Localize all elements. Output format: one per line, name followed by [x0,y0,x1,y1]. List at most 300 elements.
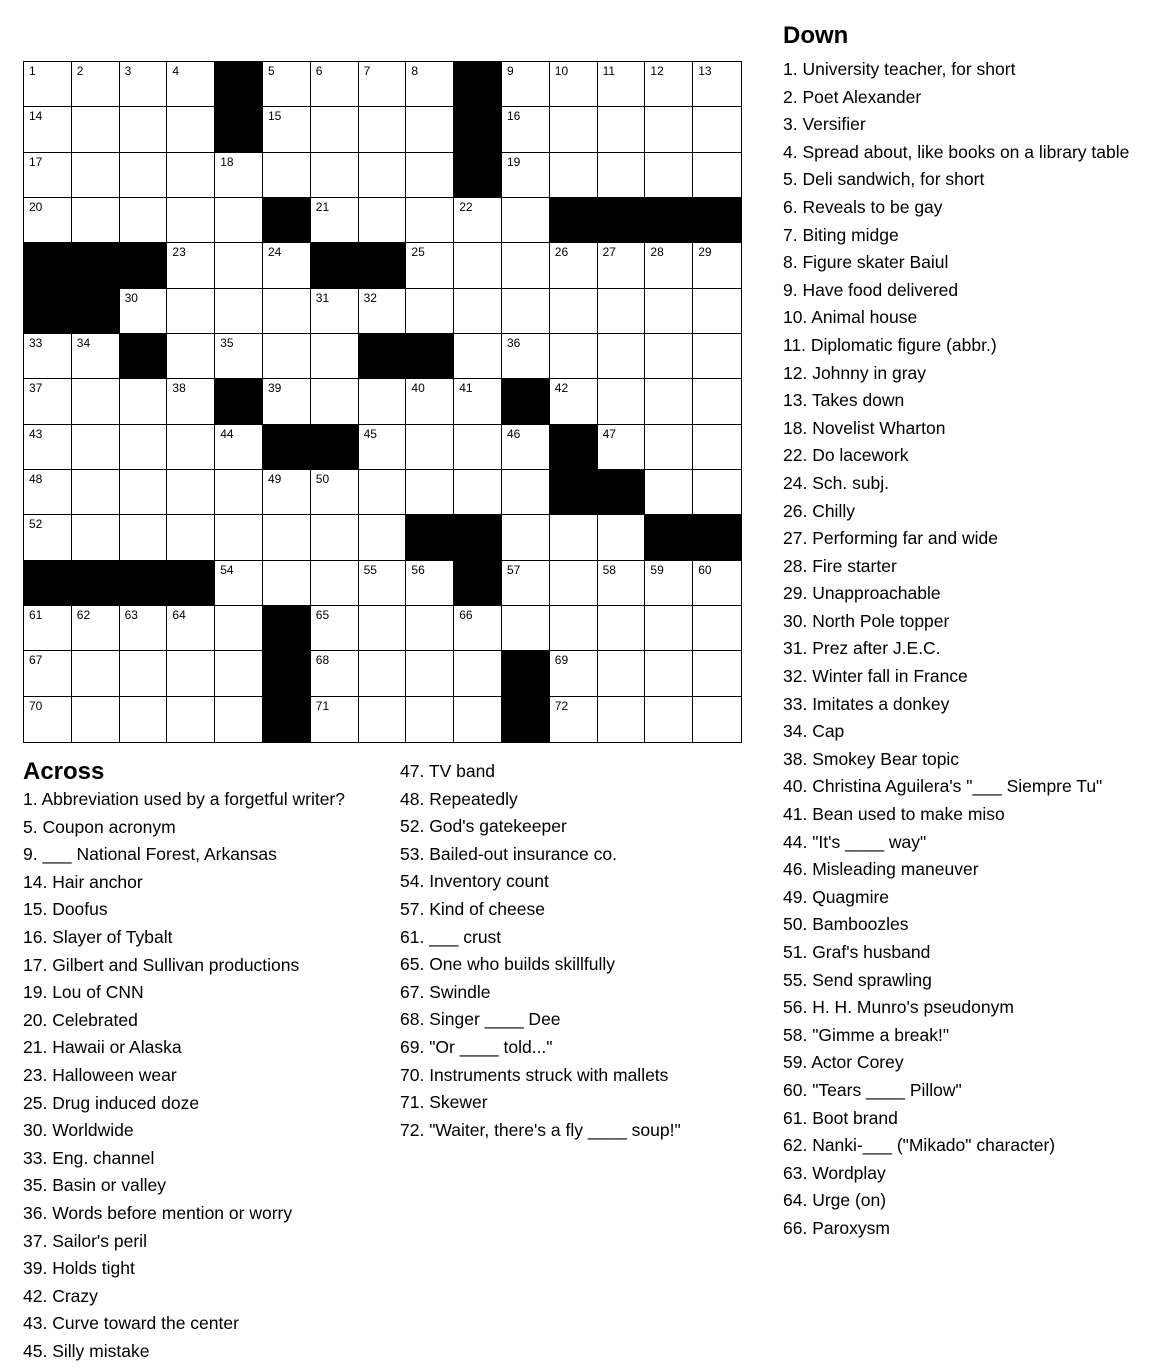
clue-item: 21. Hawaii or Alaska [23,1037,182,1058]
grid-cell[interactable] [693,606,741,651]
grid-cell[interactable] [693,289,741,334]
grid-cell[interactable] [359,198,407,243]
clue-number: 36 [506,335,521,350]
clue-number: 1 [29,64,36,78]
black-square [311,425,359,470]
grid-cell[interactable] [406,243,454,288]
grid-cell[interactable] [215,243,263,288]
grid-cell[interactable] [263,289,311,334]
grid-cell[interactable] [72,107,120,152]
grid-cell[interactable] [120,651,168,696]
clue-item: 11. Diplomatic figure (abbr.) [783,334,997,355]
grid-cell[interactable] [645,651,693,696]
grid-cell[interactable] [263,62,311,107]
clue-item: 2. Poet Alexander [783,86,922,107]
clue-number: 11 [602,64,616,78]
clue-item: 40. Christina Aguilera's "___ Siempre Tu" [783,776,1103,797]
clue-number: 2 [76,64,84,78]
grid-cell[interactable] [120,379,168,424]
grid-cell[interactable] [502,62,550,107]
grid-cell[interactable] [311,651,359,696]
grid-cell[interactable] [311,198,359,243]
grid-cell[interactable] [359,107,407,152]
grid-cell[interactable] [598,107,646,152]
grid-cell[interactable] [645,561,693,606]
grid-cell[interactable] [263,561,311,606]
grid-cell[interactable] [406,606,454,651]
clue-item: 44. "It's ____ way" [783,831,927,852]
grid-cell[interactable] [24,62,72,107]
grid-cell[interactable] [215,470,263,515]
grid-cell[interactable] [215,515,263,560]
clue-number: 70 [29,698,43,713]
grid-cell[interactable] [215,153,263,198]
grid-cell[interactable] [120,470,168,515]
clue-number: 3 [124,64,132,78]
black-square [311,243,359,288]
black-square [645,515,693,560]
grid-cell[interactable] [72,198,120,243]
grid-cell[interactable] [215,198,263,243]
grid-cell[interactable] [72,606,120,651]
clue-number: 13 [698,64,712,78]
grid-cell[interactable] [693,243,741,288]
clue-number: 37 [29,381,43,396]
grid-cell[interactable] [502,243,550,288]
grid-cell[interactable] [359,153,407,198]
black-square [359,334,407,379]
grid-cell[interactable] [359,651,407,696]
grid-cell[interactable] [215,697,263,742]
grid-cell[interactable] [598,289,646,334]
grid-cell[interactable] [72,153,120,198]
clue-item: 49. Quagmire [783,886,890,907]
black-square [24,289,72,334]
clue-number: 35 [220,335,234,350]
grid-cell[interactable] [502,470,550,515]
grid-cell[interactable] [24,198,72,243]
clue-item: 61. ___ crust [400,926,502,947]
grid-cell[interactable] [311,107,359,152]
clue-item: 66. Paroxysm [783,1217,890,1238]
clue-item: 15. Doofus [23,899,108,920]
grid-cell[interactable] [359,606,407,651]
black-square [693,198,741,243]
clue-item: 4. Spread about, like books on a library table [783,141,1130,162]
grid-cell[interactable] [598,515,646,560]
grid-cell[interactable] [72,470,120,515]
black-square [263,606,311,651]
grid-cell[interactable] [120,606,168,651]
grid-cell[interactable] [263,243,311,288]
clue-item: 35. Basin or valley [23,1175,166,1196]
black-square [24,243,72,288]
grid-cell[interactable] [263,334,311,379]
grid-cell[interactable] [645,697,693,742]
across-clues-column-2 [400,758,681,1144]
grid-cell[interactable] [311,289,359,334]
clue-item: 33. Imitates a donkey [783,693,950,714]
clue-number: 24 [267,245,282,260]
grid-cell[interactable] [406,62,454,107]
black-square [24,561,72,606]
clue-item: 22. Do lacework [783,445,909,466]
grid-cell[interactable] [502,107,550,152]
clue-item: 28. Fire starter [783,555,897,576]
grid-cell[interactable] [120,515,168,560]
grid-cell[interactable] [645,289,693,334]
clue-item: 53. Bailed-out insurance co. [400,843,617,864]
grid-cell[interactable] [454,379,502,424]
black-square [454,153,502,198]
grid-cell[interactable] [167,289,215,334]
grid-cell[interactable] [406,153,454,198]
clue-number: 27 [602,245,616,260]
grid-cell[interactable] [311,62,359,107]
grid-cell[interactable] [502,334,550,379]
clue-number: 48 [29,471,43,486]
grid-cell[interactable] [502,289,550,334]
grid-cell[interactable] [454,470,502,515]
grid-cell[interactable] [359,379,407,424]
clue-number: 30 [124,290,138,305]
grid-cell[interactable] [167,606,215,651]
clue-item: 9. Have food delivered [783,279,959,300]
clue-item: 72. "Waiter, there's a fly ____ soup!" [400,1119,681,1140]
grid-cell[interactable] [120,107,168,152]
grid-cell[interactable] [167,153,215,198]
clue-number: 64 [172,607,186,622]
grid-cell[interactable] [550,379,598,424]
grid-cell[interactable] [693,379,741,424]
grid-cell[interactable] [311,561,359,606]
grid-cell[interactable] [359,289,407,334]
grid-cell[interactable] [215,289,263,334]
grid-cell[interactable] [406,198,454,243]
grid-cell[interactable] [693,107,741,152]
clue-number: 4 [172,64,180,78]
clue-item: 55. Send sprawling [783,969,932,990]
clue-number: 26 [554,245,569,260]
clue-number: 16 [506,109,521,124]
grid-cell[interactable] [120,697,168,742]
clue-item: 23. Halloween wear [23,1064,177,1085]
clue-number: 18 [220,154,234,169]
grid-cell[interactable] [550,515,598,560]
grid-cell[interactable] [167,107,215,152]
clue-number: 32 [363,290,377,305]
grid-cell[interactable] [598,243,646,288]
clue-number: 42 [554,381,569,396]
clue-item: 39. Holds tight [23,1258,135,1279]
grid-cell[interactable] [693,561,741,606]
black-square [263,425,311,470]
clue-item: 56. H. H. Munro's pseudonym [783,997,1014,1018]
clue-number: 61 [29,607,43,622]
grid-cell[interactable] [598,561,646,606]
grid-cell[interactable] [359,515,407,560]
grid-cell[interactable] [167,379,215,424]
grid-cell[interactable] [72,697,120,742]
grid-cell[interactable] [406,697,454,742]
grid-cell[interactable] [693,153,741,198]
grid-cell[interactable] [72,379,120,424]
clue-item: 50. Bamboozles [783,914,909,935]
grid-cell[interactable] [24,606,72,651]
grid-cell[interactable] [693,425,741,470]
grid-cell[interactable] [24,153,72,198]
grid-cell[interactable] [167,470,215,515]
grid-cell[interactable] [72,425,120,470]
grid-cell[interactable] [550,606,598,651]
grid-cell[interactable] [24,515,72,560]
clue-number: 9 [506,64,514,78]
grid-cell[interactable] [359,62,407,107]
clue-number: 17 [29,154,43,169]
grid-cell[interactable] [502,198,550,243]
clue-item: 13. Takes down [783,390,905,411]
grid-cell[interactable] [502,153,550,198]
black-square [550,198,598,243]
grid-cell[interactable] [550,153,598,198]
grid-cell[interactable] [72,515,120,560]
grid-cell[interactable] [359,470,407,515]
grid-cell[interactable] [645,334,693,379]
grid-cell[interactable] [645,153,693,198]
grid-cell[interactable] [645,379,693,424]
grid-cell[interactable] [167,243,215,288]
black-square [598,198,646,243]
grid-cell[interactable] [645,470,693,515]
clue-item: 14. Hair anchor [23,871,143,892]
grid-cell[interactable] [215,334,263,379]
black-square [502,697,550,742]
grid-cell[interactable] [454,334,502,379]
clue-number: 40 [411,381,425,396]
grid-cell[interactable] [693,651,741,696]
clue-number: 46 [506,426,521,441]
grid-cell[interactable] [406,425,454,470]
grid-cell[interactable] [167,62,215,107]
clue-number: 29 [698,245,712,260]
clue-item: 32. Winter fall in France [783,666,968,687]
clue-item: 6. Reveals to be gay [783,196,943,217]
clue-item: 10. Animal house [783,307,918,328]
grid-cell[interactable] [693,470,741,515]
grid-cell[interactable] [167,651,215,696]
clue-item: 12. Johnny in gray [783,362,927,383]
clue-number: 58 [602,562,616,577]
grid-cell[interactable] [550,243,598,288]
grid-cell[interactable] [311,334,359,379]
grid-cell[interactable] [167,515,215,560]
grid-cell[interactable] [502,515,550,560]
clue-number: 34 [76,335,91,350]
grid-cell[interactable] [550,62,598,107]
clue-item: 47. TV band [400,761,496,781]
grid-cell[interactable] [215,561,263,606]
grid-cell[interactable] [215,425,263,470]
grid-cell[interactable] [598,651,646,696]
grid-cell[interactable] [263,470,311,515]
clue-number: 65 [315,607,330,622]
grid-cell[interactable] [263,515,311,560]
grid-cell[interactable] [263,107,311,152]
grid-cell[interactable] [120,289,168,334]
grid-cell[interactable] [550,289,598,334]
grid-cell[interactable] [24,107,72,152]
clue-item: 68. Singer ____ Dee [400,1009,561,1030]
clue-item: 52. God's gatekeeper [400,816,567,837]
clue-number: 68 [315,653,330,668]
clue-item: 26. Chilly [783,500,855,521]
clue-item: 58. "Gimme a break!" [783,1024,950,1045]
grid-cell[interactable] [406,470,454,515]
grid-cell[interactable] [167,334,215,379]
grid-cell[interactable] [72,62,120,107]
grid-cell[interactable] [454,606,502,651]
grid-cell[interactable] [645,62,693,107]
grid-cell[interactable] [693,62,741,107]
grid-cell[interactable] [598,697,646,742]
clue-number: 50 [315,471,330,486]
grid-cell[interactable] [120,153,168,198]
clue-item: 5. Deli sandwich, for short [783,169,985,190]
grid-cell[interactable] [645,243,693,288]
grid-cell[interactable] [24,470,72,515]
black-square [72,243,120,288]
grid-cell[interactable] [550,697,598,742]
black-square [215,62,263,107]
grid-cell[interactable] [263,153,311,198]
clue-item: 17. Gilbert and Sullivan productions [23,954,300,975]
grid-cell[interactable] [454,425,502,470]
grid-cell[interactable] [120,198,168,243]
clue-item: 61. Boot brand [783,1107,898,1128]
clue-number: 23 [172,245,186,260]
grid-cell[interactable] [502,561,550,606]
grid-cell[interactable] [167,425,215,470]
black-square [645,198,693,243]
clue-item: 37. Sailor's peril [23,1230,147,1251]
grid-cell[interactable] [598,62,646,107]
grid-cell[interactable] [550,334,598,379]
black-square [454,107,502,152]
clue-number: 14 [29,109,43,124]
grid-cell[interactable] [598,425,646,470]
grid-cell[interactable] [454,198,502,243]
clue-item: 48. Repeatedly [400,788,518,809]
clue-number: 47 [602,426,616,441]
black-square [598,470,646,515]
clue-item: 20. Celebrated [23,1009,138,1030]
grid-cell[interactable] [72,334,120,379]
clue-item: 7. Biting midge [783,224,899,245]
grid-cell[interactable] [359,425,407,470]
grid-cell[interactable] [24,379,72,424]
grid-cell[interactable] [215,606,263,651]
grid-cell[interactable] [24,651,72,696]
grid-cell[interactable] [406,379,454,424]
clue-number: 19 [506,154,521,169]
grid-cell[interactable] [502,606,550,651]
black-square [263,697,311,742]
clue-number: 71 [315,698,330,713]
clue-number: 39 [267,381,282,396]
grid-cell[interactable] [502,425,550,470]
grid-cell[interactable] [72,651,120,696]
grid-cell[interactable] [120,425,168,470]
grid-cell[interactable] [311,153,359,198]
black-square [263,651,311,696]
grid-cell[interactable] [406,107,454,152]
grid-cell[interactable] [598,606,646,651]
clue-number: 63 [124,607,138,622]
grid-cell[interactable] [24,334,72,379]
grid-cell[interactable] [406,289,454,334]
grid-cell[interactable] [645,107,693,152]
grid-cell[interactable] [454,651,502,696]
grid-cell[interactable] [550,561,598,606]
clue-number: 7 [363,64,371,78]
grid-cell[interactable] [311,697,359,742]
grid-cell[interactable] [167,198,215,243]
grid-cell[interactable] [311,379,359,424]
clue-number: 20 [29,199,43,214]
grid-cell[interactable] [215,651,263,696]
clue-number: 21 [315,199,330,214]
grid-cell[interactable] [598,379,646,424]
grid-cell[interactable] [598,153,646,198]
clue-number: 5 [267,64,275,78]
grid-cell[interactable] [359,561,407,606]
clue-item: 3. Versifier [783,114,866,135]
grid-cell[interactable] [311,515,359,560]
grid-cell[interactable] [406,561,454,606]
black-square [454,62,502,107]
grid-cell[interactable] [693,334,741,379]
grid-cell[interactable] [550,651,598,696]
clue-item: 5. Coupon acronym [23,816,176,837]
down-heading: Down [783,22,849,49]
grid-cell[interactable] [263,379,311,424]
grid-cell[interactable] [120,62,168,107]
black-square [502,379,550,424]
grid-cell[interactable] [645,425,693,470]
grid-cell[interactable] [598,334,646,379]
grid-cell[interactable] [454,289,502,334]
grid-cell[interactable] [24,425,72,470]
black-square [72,561,120,606]
across-heading: Across [23,758,105,785]
grid-cell[interactable] [550,107,598,152]
grid-cell[interactable] [454,697,502,742]
grid-cell[interactable] [359,697,407,742]
clue-number: 62 [76,607,91,622]
grid-cell[interactable] [167,697,215,742]
grid-cell[interactable] [406,651,454,696]
grid-cell[interactable] [311,606,359,651]
black-square [406,334,454,379]
grid-cell[interactable] [454,243,502,288]
grid-cell[interactable] [311,470,359,515]
grid-cell[interactable] [24,697,72,742]
clue-number: 10 [554,64,569,78]
clue-number: 69 [554,653,569,668]
grid-cell[interactable] [693,697,741,742]
grid-cell[interactable] [645,606,693,651]
clue-number: 72 [554,698,569,713]
